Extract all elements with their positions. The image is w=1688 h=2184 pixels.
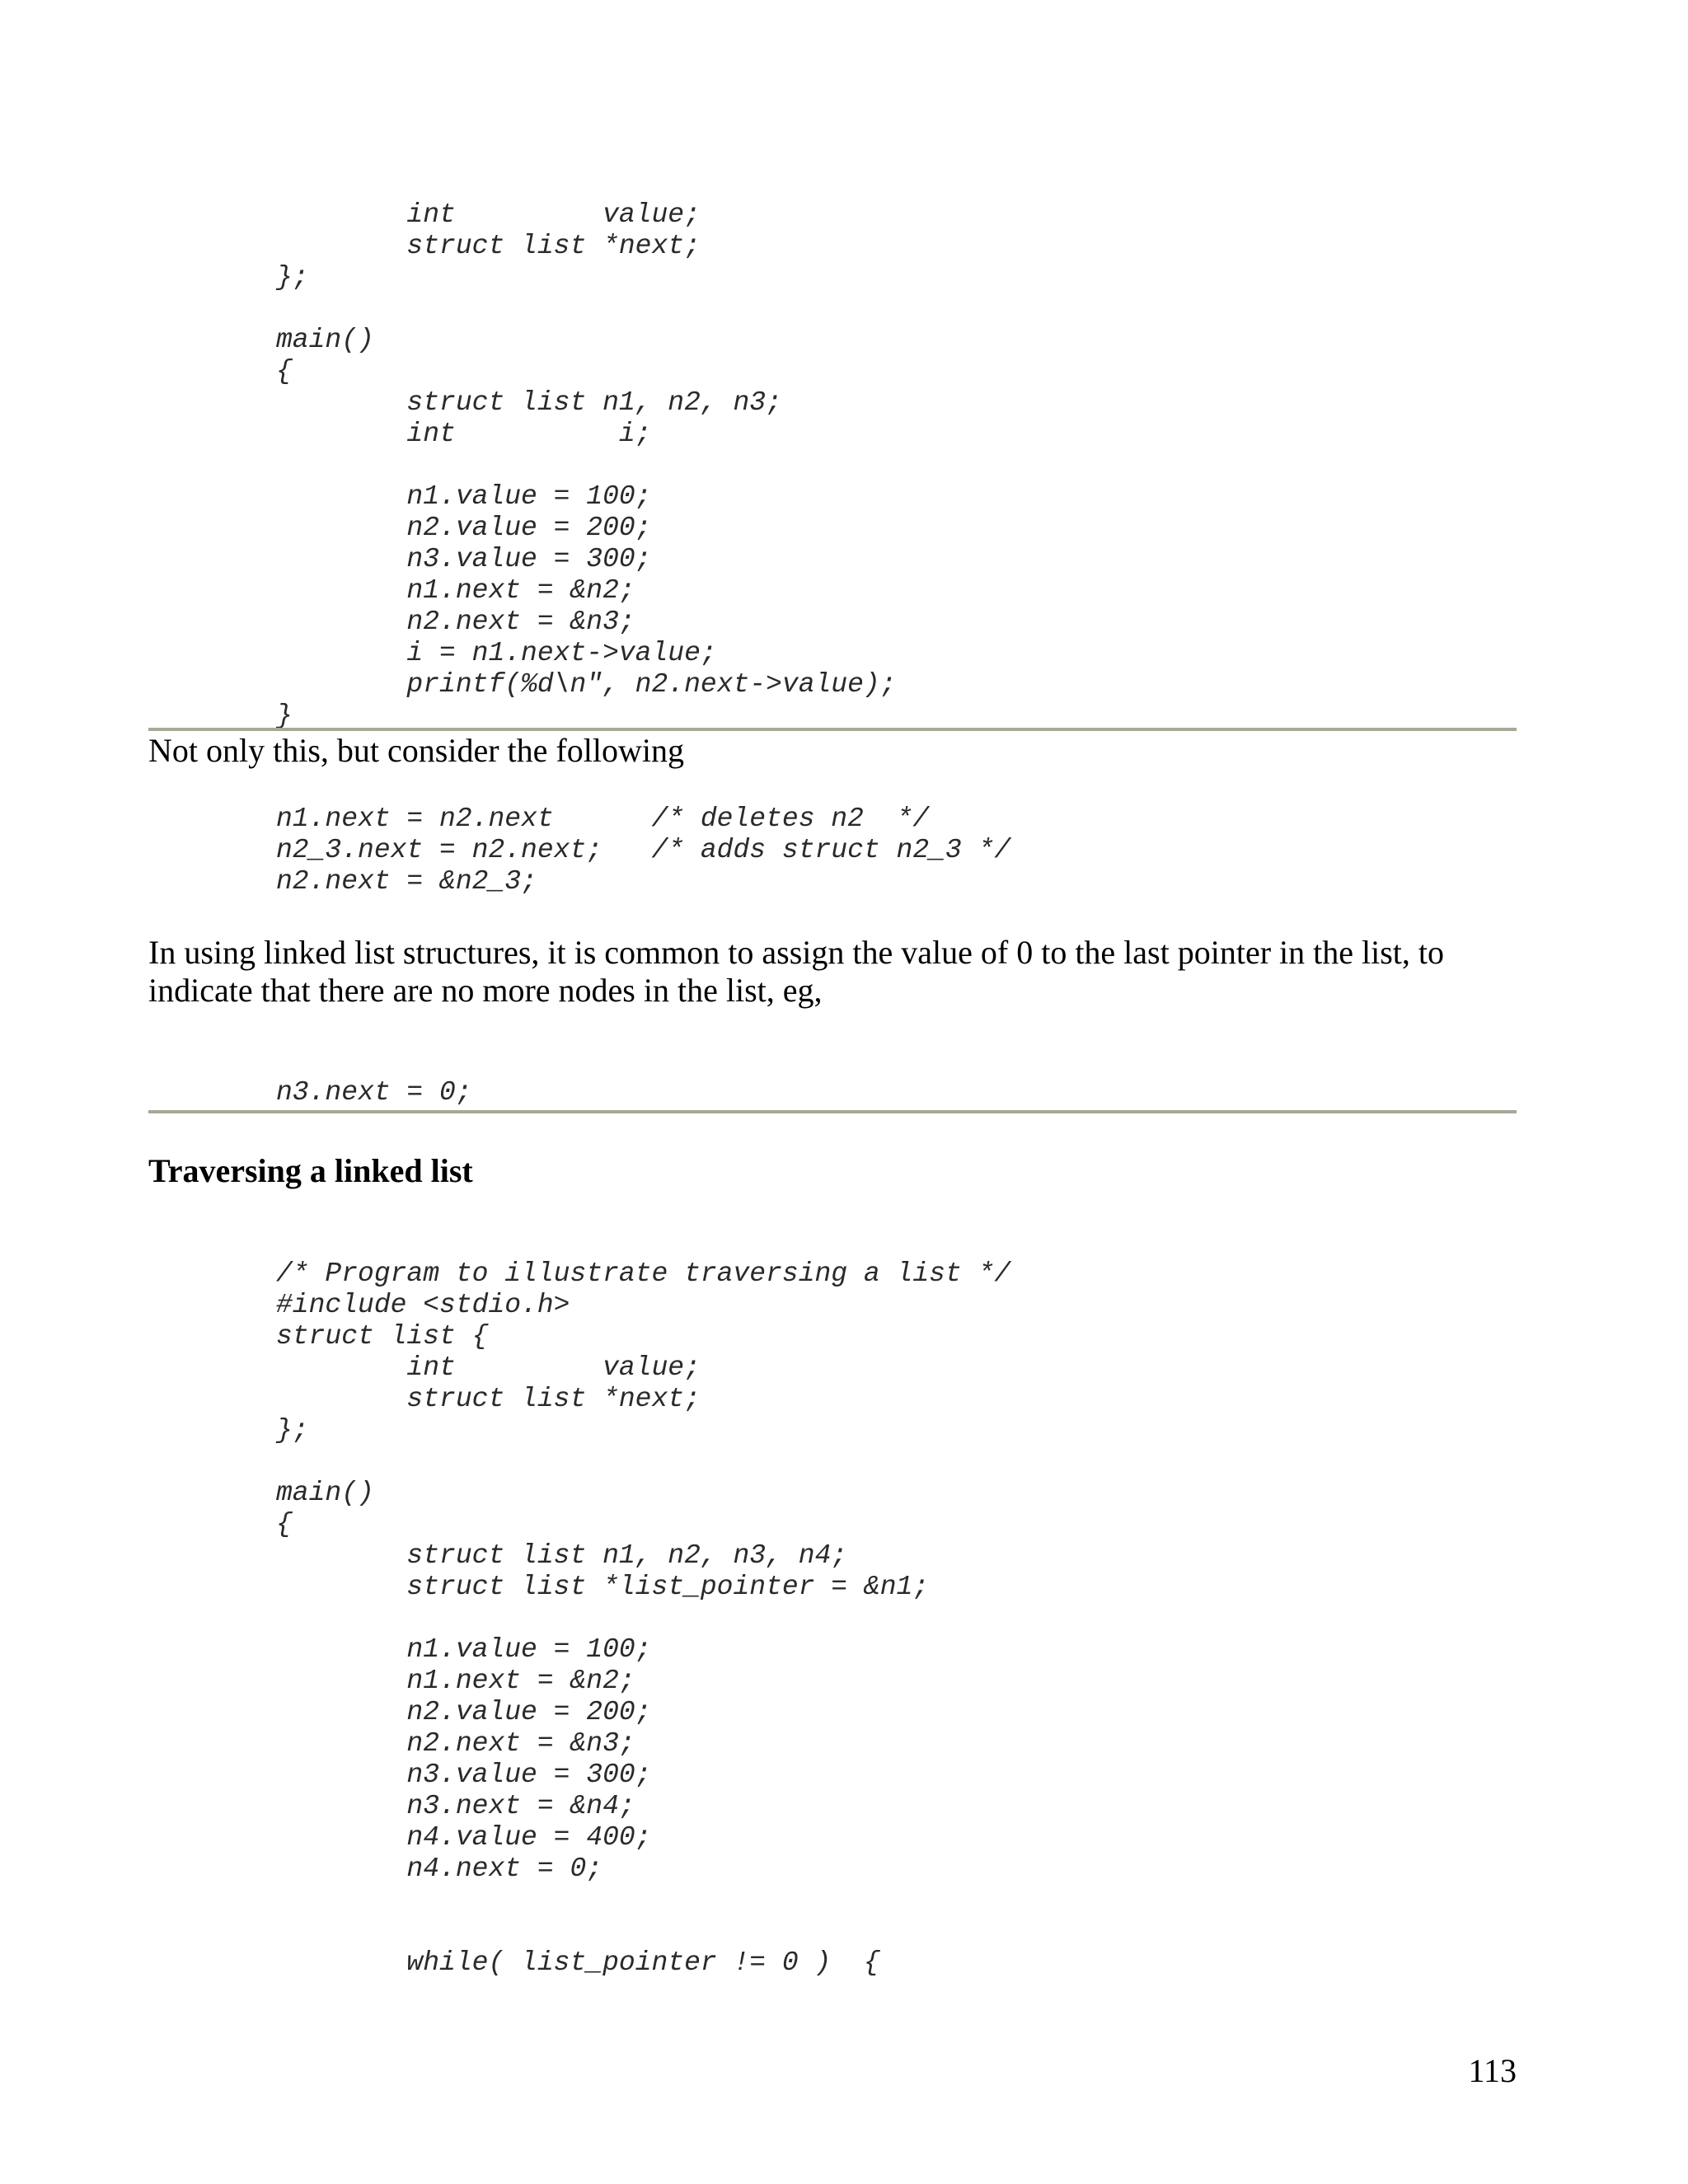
code-block-delete-add-node: n1.next = n2.next /* deletes n2 */ n2_3.next = n2.next; /* adds struct n2_3 */ n2.next = &n2_3;	[276, 804, 1011, 897]
horizontal-rule	[148, 728, 1517, 731]
code-block-struct-and-main: int value; struct list *next; }; main() { struct list n1, n2, n3; int i; n1.value = 100; n2.value = 200; n3.value = 300; n1.next = &n2; n2.next = &n3; i = n1.next->value; printf(%d\n", n2.next->value); }	[276, 199, 897, 731]
code-block-null-assignment: n3.next = 0;	[276, 1077, 472, 1108]
paragraph-null-terminator: In using linked list structures, it is common to assign the value of 0 to the last pointer in the list, to indicate that there are no more nodes in the list, eg,	[148, 934, 1445, 1009]
page-number: 113	[1468, 2052, 1517, 2089]
horizontal-rule	[148, 1110, 1517, 1113]
section-heading: Traversing a linked list	[148, 1152, 473, 1189]
code-block-traversal-program: /* Program to illustrate traversing a list */ #include <stdio.h> struct list { int value; struct list *next; }; main() { struct list n1, n2, n3, n4; struct list *list_pointer = &n1; n1.value = 100; n1.next = &n2; n2.value = 200; n2.next = &n3; n3.value = 300; n3.next = &n4; n4.value = 400; n4.next = 0; while( list_pointer != 0 ) {	[276, 1258, 1011, 1978]
paragraph-consider-following: Not only this, but consider the following	[148, 732, 684, 769]
